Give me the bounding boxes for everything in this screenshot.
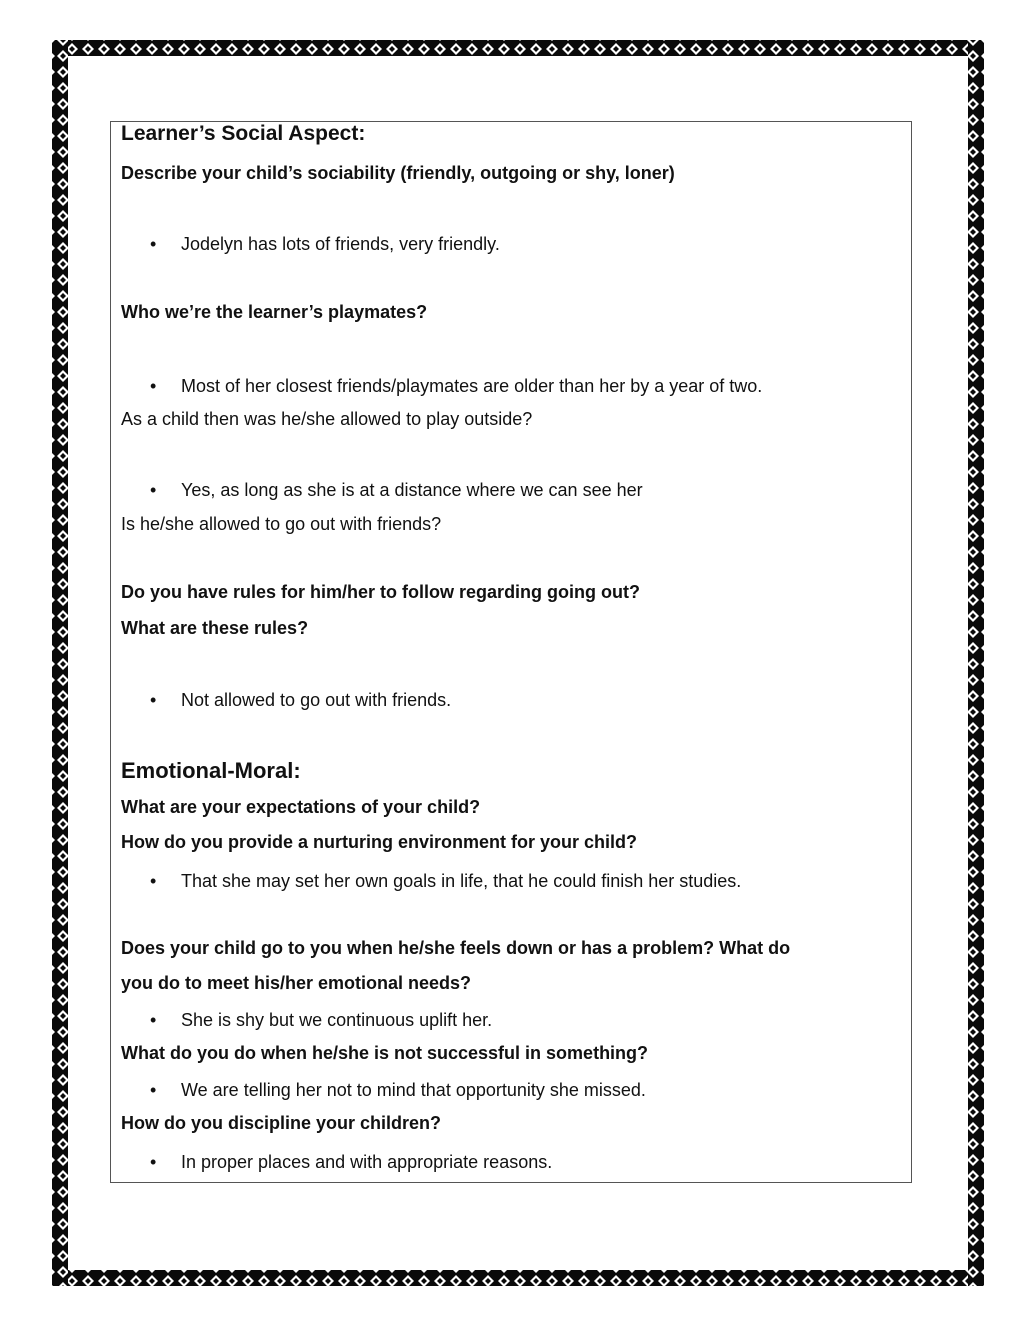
question-expectations: What are your expectations of your child? — [121, 797, 481, 817]
section-heading-emotional: Emotional-Moral: — [121, 758, 301, 783]
answer-nurturing: • That she may set her own goals in life, that he could finish her studies. — [150, 871, 742, 891]
answer-rules: • Not allowed to go out with friends. — [150, 690, 452, 710]
question-sociability: Describe your child’s sociability (friendly, outgoing or shy, loner) — [121, 163, 675, 183]
question-feels-down-line2: you do to meet his/her emotional needs? — [121, 973, 472, 993]
question-not-successful: What do you do when he/she is not successful in something? — [121, 1043, 649, 1063]
answer-playmates: • Most of her closest friends/playmates are older than her by a year of two. — [150, 376, 763, 396]
question-feels-down-line1: Does your child go to you when he/she feels down or has a problem? What do — [121, 938, 791, 958]
section-heading-social: Learner’s Social Aspect: — [121, 122, 366, 145]
question-rules-what: What are these rules? — [121, 618, 309, 638]
answer-not-successful: • We are telling her not to mind that opportunity she missed. — [150, 1080, 646, 1100]
question-nurturing: How do you provide a nurturing environment for your child? — [121, 832, 638, 852]
answer-discipline: • In proper places and with appropriate reasons. — [150, 1152, 553, 1172]
question-discipline: How do you discipline your children? — [121, 1113, 442, 1133]
answer-play-outside: • Yes, as long as she is at a distance where we can see her — [150, 480, 643, 500]
question-playmates: Who we’re the learner’s playmates? — [121, 302, 428, 322]
question-go-out: Is he/she allowed to go out with friends? — [121, 514, 442, 534]
answer-sociability: • Jodelyn has lots of friends, very friendly. — [150, 234, 500, 254]
question-play-outside: As a child then was he/she allowed to play outside? — [121, 409, 533, 429]
question-rules: Do you have rules for him/her to follow regarding going out? — [121, 582, 641, 602]
answer-feels-down: • She is shy but we continuous uplift her. — [150, 1010, 493, 1030]
